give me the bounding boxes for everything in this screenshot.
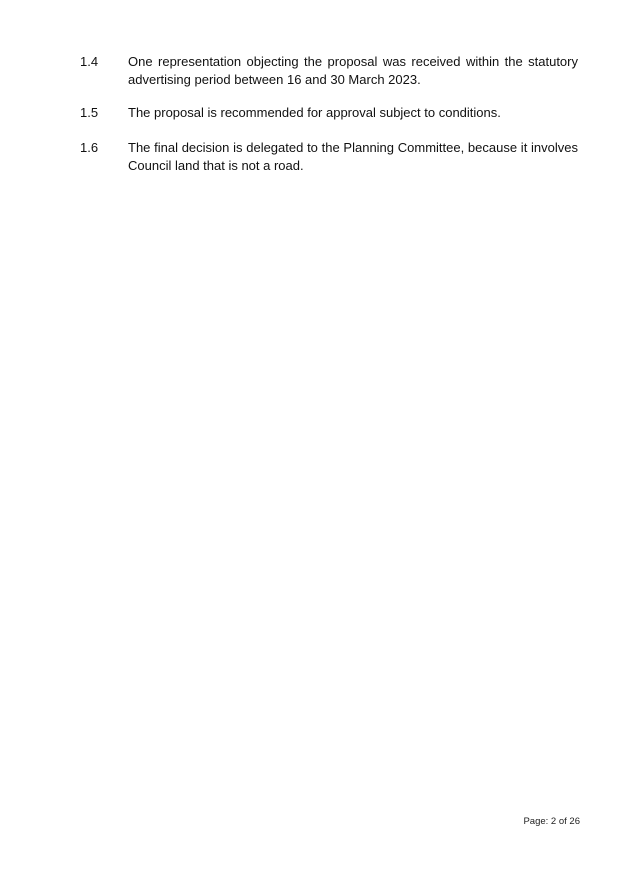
- paragraph-text: [128, 53, 578, 89]
- paragraph-line: advertising period between 16 and 30 March 2023.: [128, 72, 421, 87]
- paragraph-number: 1.6: [80, 140, 99, 155]
- paragraph-number: 1.5: [80, 105, 99, 120]
- paragraph-line: The final decision is delegated to the Planning Committee, because it involves: [128, 140, 578, 155]
- paragraph-number: 1.4: [80, 54, 99, 69]
- paragraph-line: One representation objecting the proposal was received within the statutory: [128, 54, 578, 69]
- page-number-footer: Page: 2 of 26: [523, 816, 580, 827]
- paragraph-line: Council land that is not a road.: [128, 158, 304, 173]
- paragraph-text: [128, 139, 578, 175]
- paragraph-line: The proposal is recommended for approval subject to conditions.: [128, 105, 501, 120]
- paragraph-text: [128, 104, 578, 122]
